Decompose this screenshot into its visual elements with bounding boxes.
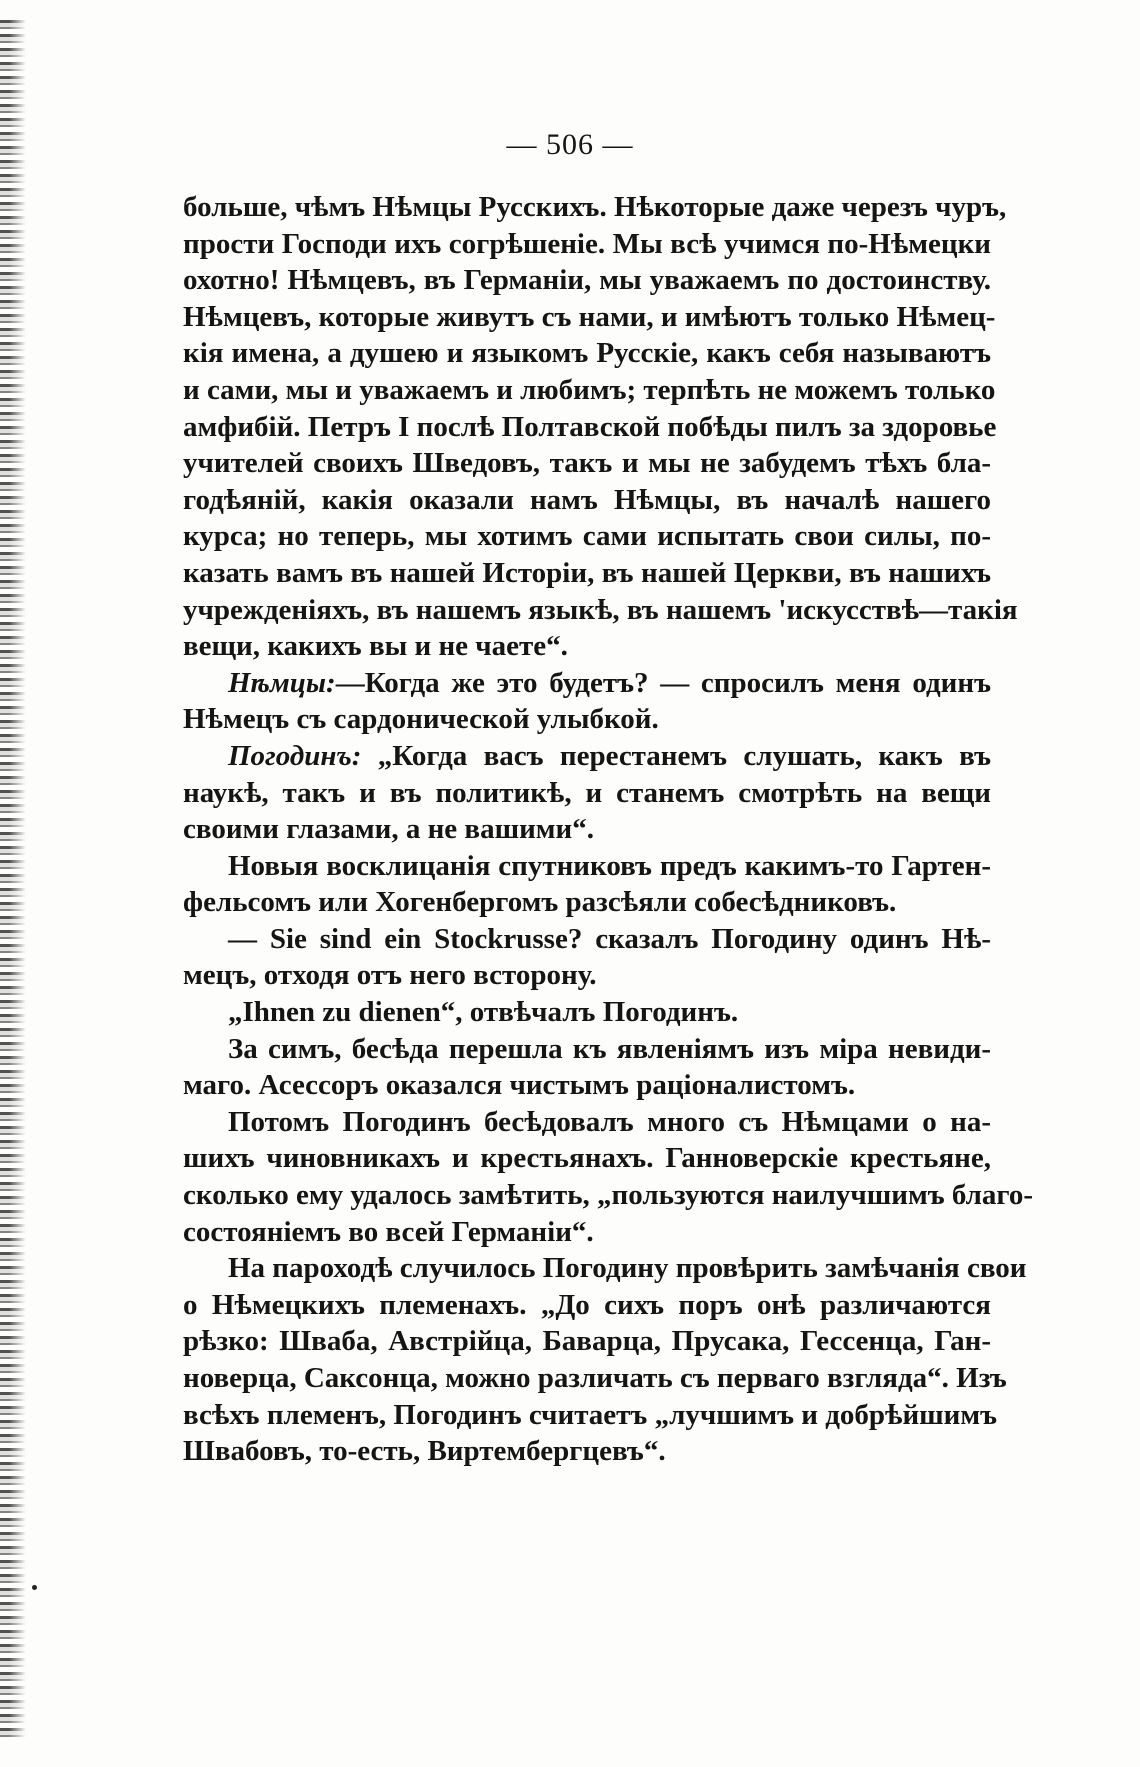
dialogue-line-germans (183, 665, 991, 702)
text-line-18: своими глазами, а не вашими“. (183, 813, 594, 846)
text-line-22: мецъ, отходя отъ него всторону. (183, 959, 597, 992)
text-line-32: рѣзко: Шваба, Австрійца, Баварца, Прусака, Гессенца, Ган- (183, 1325, 991, 1358)
text-line-5: кія имена, а душею и языкомъ Русскіе, какъ себя называютъ (183, 337, 991, 370)
text-line-26: Потомъ Погодинъ бесѣдовалъ много съ Нѣмцами о на- (228, 1105, 991, 1138)
text-line-19: Новыя восклицанія спутниковъ предъ какимъ-то Гартен- (228, 849, 991, 882)
text-line-34: всѣхъ племенъ, Погодинъ считаетъ „лучшимъ и добрѣйшимъ (183, 1398, 998, 1431)
page-number: — 506 — (506, 128, 634, 161)
text-line-23: „Ihnen zu dienen“, отвѣчалъ Погодинъ. (228, 996, 739, 1029)
text-line-6: и сами, мы и уважаемъ и любимъ; терпѣть не можемъ только (183, 373, 996, 406)
text-line-2: прости Господи ихъ согрѣшеніе. Мы всѣ учимся по-Нѣмецки (183, 227, 991, 260)
text-line-33: новерца, Саксонца, можно различать съ перваго взгляда“. Изъ (183, 1362, 1007, 1394)
text-line-25: маго. Асессоръ оказался чистымъ раціоналистомъ. (183, 1069, 856, 1102)
text-line-20: фельсомъ или Хогенбергомъ разсѣяли собесѣдниковъ. (183, 886, 897, 919)
text-line-9: годѣяній, какія оказали намъ Нѣмцы, въ началѣ нашего (183, 483, 991, 516)
text-line-16: „Когда васъ перестанемъ слушать, какъ въ (361, 739, 991, 772)
text-line-1: больше, чѣмъ Нѣмцы Русскихъ. Нѣкоторые даже черезъ чуръ, (183, 191, 1007, 223)
scan-binding-edge (0, 20, 26, 1740)
text-line-31: о Нѣмецкихъ племенахъ. „До сихъ поръ онѣ различаются (183, 1288, 991, 1321)
text-line-27: шихъ чиновникахъ и крестьянахъ. Ганноверскіе крестьяне, (183, 1142, 991, 1175)
text-line-14: —Когда же это будетъ? — спросилъ меня одинъ (335, 666, 991, 699)
text-line-29: состояніемъ во всей Германіи“. (183, 1215, 594, 1248)
text-line-8: учителей своихъ Шведовъ, такъ и мы не забудемъ тѣхъ бла- (183, 447, 991, 480)
dialogue-line-pogodin (183, 738, 991, 775)
text-line-3: охотно! Нѣмцевъ, въ Германіи, мы уважаемъ по достоинству. (183, 264, 991, 297)
text-line-4: Нѣмцевъ, которые живутъ съ нами, и имѣютъ только Нѣмец- (183, 300, 996, 333)
body-text (183, 189, 1034, 1470)
text-line-11: казать вамъ въ нашей Исторіи, въ нашей Церкви, въ нашихъ (183, 556, 991, 589)
text-line-30: На пароходѣ случилось Погодину провѣрить замѣчанія свои (228, 1252, 1027, 1285)
text-line-10: курса; но теперь, мы хотимъ сами испытать свои силы, по- (183, 520, 991, 553)
text-line-17: наукѣ, такъ и въ политикѣ, и станемъ смотрѣть на вещи (183, 776, 991, 809)
text-line-12: учрежденіяхъ, въ нашемъ языкѣ, въ нашемъ 'искусствѣ—такія (183, 593, 1018, 626)
text-line-13: вещи, какихъ вы и не чаете“. (183, 630, 568, 663)
text-line-35: Швабовъ, то-есть, Виртембергцевъ“. (183, 1435, 666, 1468)
text-line-7: амфибій. Петръ I послѣ Полтавской побѣды пилъ за здоровье (183, 410, 997, 443)
text-line-24: За симъ, бесѣда перешла къ явленіямъ изъ міра невиди- (228, 1032, 991, 1065)
text-line-21: — Sie sind ein Stockrusse? сказалъ Погодину одинъ Нѣ- (228, 922, 991, 955)
text-line-15: Нѣмецъ съ сардонической улыбкой. (183, 703, 659, 736)
speaker-pogodin: Погодинъ: (228, 739, 362, 772)
speaker-germans: Нѣмцы: (228, 666, 336, 699)
text-line-28: сколько ему удалось замѣтить, „пользуются наилучшимъ благо- (183, 1179, 1034, 1212)
stray-ink-mark (32, 1585, 37, 1590)
